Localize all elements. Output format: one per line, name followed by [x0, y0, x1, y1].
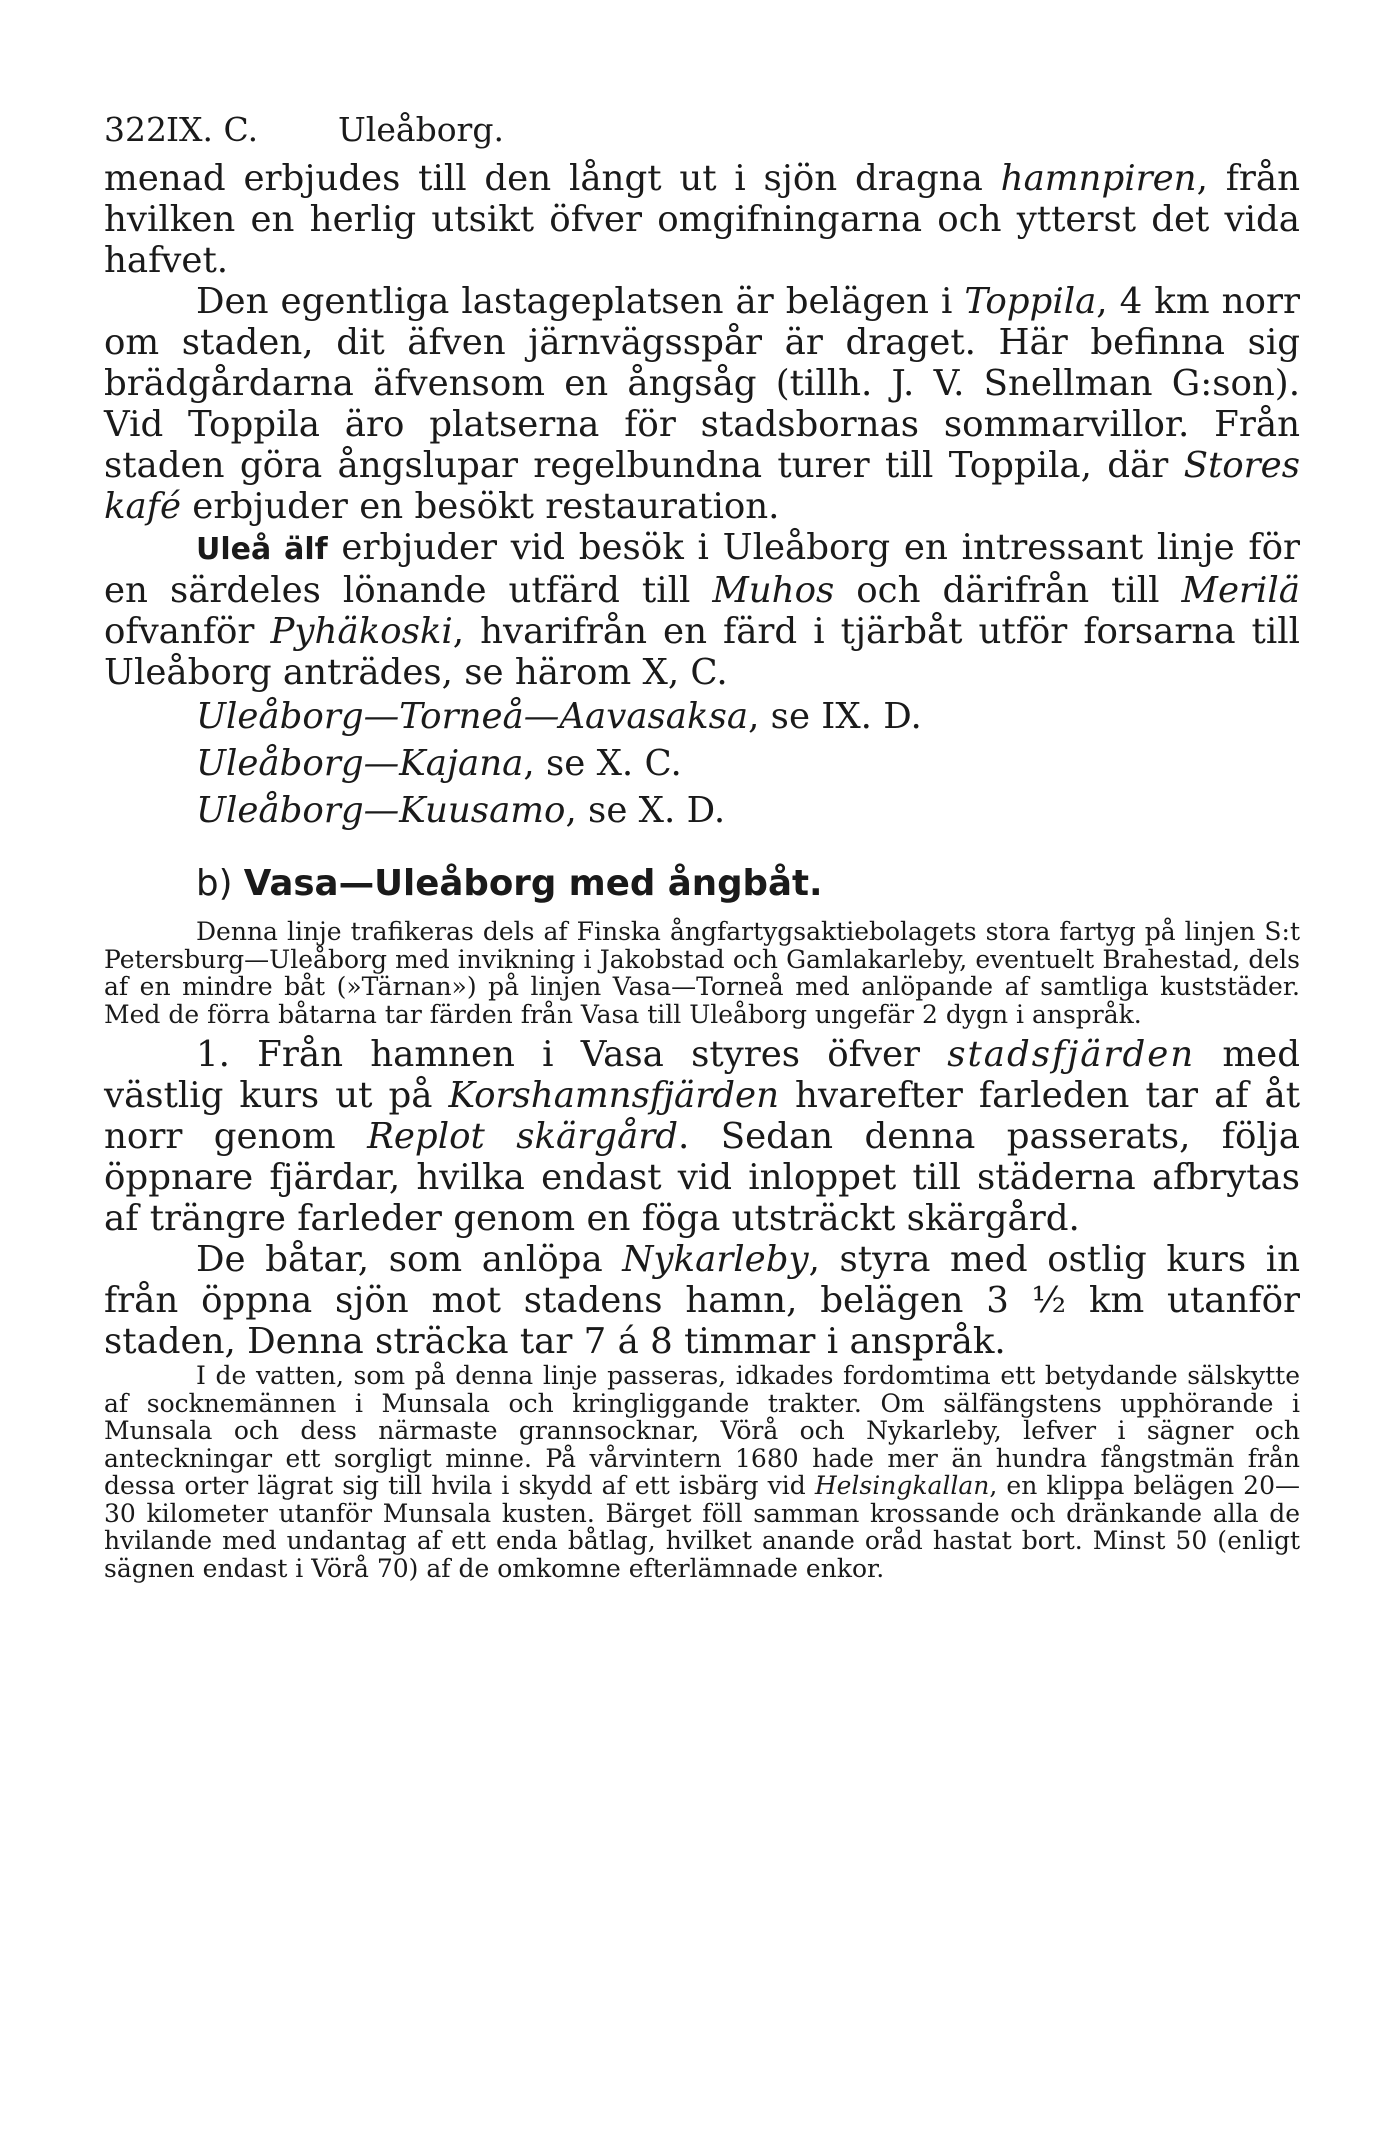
section-label: IX. C.: [166, 109, 259, 149]
note-seal-hunting-history: I de vatten, som på denna linje passeras, idkades fordomtima ett betydande sälskytte af socknemännen i Munsala och kringliggande trakter. Om sälfängstens upphörande i Munsala och dess närmaste grannsocknar, Vörå och Nykarleby, lefver i sägner och anteckningar ett sorgligt minne. På vårvintern 1680 hade mer än hundra fångstmän från dessa orter lägrat sig till hvila i skydd af ett isbärg vid Helsingkallan, en klippa belägen 20—30 kilometer utanför Munsala kusten. Bärget föll samman krossande och dränkande alla de hvilande med undantag af ett enda båtlag, hvilket anande oråd hastat bort. Minst 50 (enligt sägnen endast i Vörå 70) af de omkomne efterlämnade enkor.: [104, 1361, 1300, 1583]
paragraph-toppila: Den egentliga lastageplatsen är belägen i Toppila, 4 km norr om staden, dit äfven järnvägsspår är draget. Här befinna sig brädgårdarna äfvensom en ångsåg (tillh. J. V. Snellman G:son). Vid Toppila äro platserna för stadsbornas sommarvillor. Från staden göra ångslupar regelbundna turer till Toppila, där Stores kafé erbjuder en besökt restauration.: [104, 281, 1300, 527]
paragraph-vasa-harbour: 1. Från hamnen i Vasa styres öfver stadsfjärden med västlig kurs ut på Korshamnsfjärden hvarefter farleden tar af åt norr genom Replot skärgård. Sedan denna passerats, följa öppnare fjärdar, hvilka endast vid inloppet till städerna afbrytas af trängre farleder genom en föga utsträckt skärgård.: [104, 1034, 1301, 1239]
page-header: [104, 100, 1300, 158]
paragraph-ulea-river: Uleå älf erbjuder vid besök i Uleåborg en intressant linje för en särdeles lönande utfärd till Muhos och därifrån till Merilä ofvanför Pyhäkoski, hvarifrån en färd i tjärbåt utför forsarna till Uleåborg anträdes, se härom X, C.: [104, 527, 1300, 693]
paragraph-harbour-pier: menad erbjudes till den långt ut i sjön dragna hamnpiren, från hvilken en herlig utsikt öfver omgifningarna och ytterst det vida hafvet.: [104, 158, 1300, 281]
route-reference: Uleåborg—Kajana, se X. C.: [196, 743, 682, 784]
route-references: [104, 693, 1300, 834]
paragraph-nykarleby: De båtar, som anlöpa Nykarleby, styra med ostlig kurs in från öppna sjön mot stadens hamn, belägen 3 ½ km utanför staden, Denna sträcka tar 7 á 8 timmar i anspråk.: [104, 1239, 1300, 1362]
note-route-operators: Denna linje trafikeras dels af Finska ångfartygsaktiebolagets stora fartyg på linjen S:t Petersburg—Uleåborg med invikning i Jakobstad och Gamlakarleby, eventuelt Brahestad, dels af en mindre båt (»Tärnan») på linjen Vasa—Torneå med anlöpande af samtliga kuststäder. Med de förra båtarna tar färden från Vasa till Uleåborg ungefär 2 dygn i anspråk.: [104, 917, 1300, 1029]
route-reference: Uleåborg—Kuusamo, se X. D.: [196, 790, 726, 831]
book-page: [104, 100, 1300, 1582]
page-number: 322: [104, 109, 167, 149]
running-title: Uleåborg.: [338, 109, 504, 149]
route-reference: Uleåborg—Torneå—Aavasaksa, se IX. D.: [196, 696, 922, 737]
section-subheading: b) Vasa—Uleåborg med ångbåt.: [196, 863, 823, 904]
